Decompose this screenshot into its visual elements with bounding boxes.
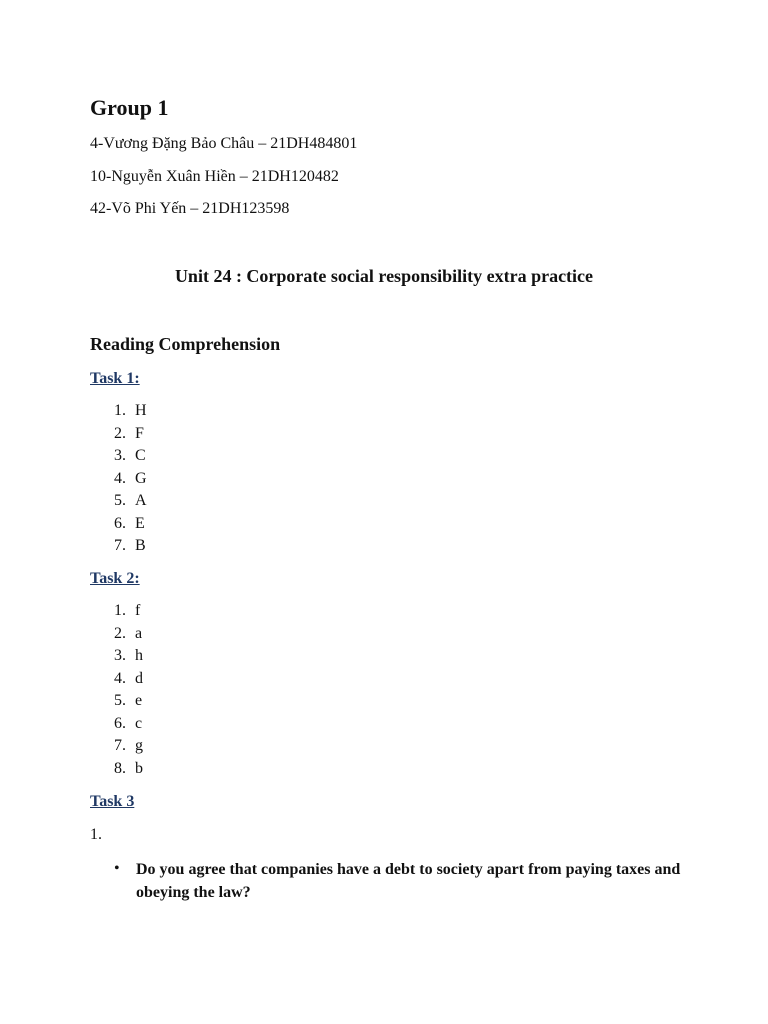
- item-number: 4.: [114, 469, 126, 487]
- item-answer: c: [135, 714, 143, 732]
- list-item: [90, 645, 143, 668]
- list-item: [90, 713, 143, 736]
- list-item: [90, 400, 147, 423]
- item-number: 3.: [114, 447, 126, 464]
- item-answer: C: [135, 447, 146, 464]
- item-number: 6.: [114, 714, 126, 732]
- item-number: 7.: [114, 737, 126, 754]
- section-title: Reading Comprehension: [90, 334, 281, 354]
- item-number: 5.: [114, 692, 126, 709]
- item-number: 8.: [114, 759, 126, 777]
- item-answer: e: [135, 692, 143, 709]
- task-2-answer-list: [90, 600, 143, 780]
- task-2-title: Task 2:: [90, 570, 140, 587]
- item-answer: H: [135, 402, 147, 419]
- bullet-icon: •: [114, 860, 120, 877]
- list-item: [90, 513, 147, 536]
- item-number: 6.: [114, 514, 126, 532]
- item-answer: A: [135, 492, 147, 509]
- item-number: 1.: [114, 602, 126, 619]
- unit-title: Unit 24 : Corporate social responsibility extra practice: [174, 266, 594, 286]
- item-number: 3.: [114, 647, 126, 664]
- task-1-title: Task 1:: [90, 370, 140, 387]
- item-answer: a: [135, 624, 143, 642]
- task-1-answer-list: [90, 400, 147, 558]
- item-answer: d: [135, 669, 143, 687]
- group-title: Group 1: [90, 95, 169, 120]
- item-number: 2.: [114, 424, 126, 442]
- task-3-title: Task 3: [90, 793, 135, 810]
- item-answer: B: [135, 537, 146, 554]
- item-answer: E: [135, 514, 145, 532]
- item-answer: h: [135, 647, 143, 664]
- list-item: [90, 758, 143, 781]
- item-answer: F: [135, 424, 144, 442]
- list-item: [90, 490, 147, 513]
- member-line: 42-Võ Phi Yến – 21DH123598: [90, 200, 290, 217]
- item-answer: f: [135, 602, 141, 619]
- list-item: [90, 423, 147, 446]
- item-answer: g: [135, 737, 143, 754]
- question-number: 1.: [90, 826, 102, 843]
- question-text: Do you agree that companies have a debt to society apart from paying taxes and obeying the law?: [136, 861, 681, 901]
- member-line: 10-Nguyễn Xuân Hiền – 21DH120482: [90, 168, 339, 185]
- list-item: [90, 735, 143, 758]
- list-item: [90, 535, 147, 558]
- member-line: 4-Vương Đặng Bảo Châu – 21DH484801: [90, 135, 358, 152]
- list-item: [90, 600, 143, 623]
- item-number: 7.: [114, 537, 126, 554]
- item-number: 4.: [114, 669, 126, 687]
- item-answer: G: [135, 469, 147, 487]
- list-item: [90, 623, 143, 646]
- item-number: 5.: [114, 492, 126, 509]
- list-item: [90, 690, 143, 713]
- item-number: 2.: [114, 624, 126, 642]
- list-item: [90, 445, 147, 468]
- list-item: [90, 468, 147, 491]
- item-number: 1.: [114, 402, 126, 419]
- list-item: [90, 668, 143, 691]
- item-answer: b: [135, 759, 143, 777]
